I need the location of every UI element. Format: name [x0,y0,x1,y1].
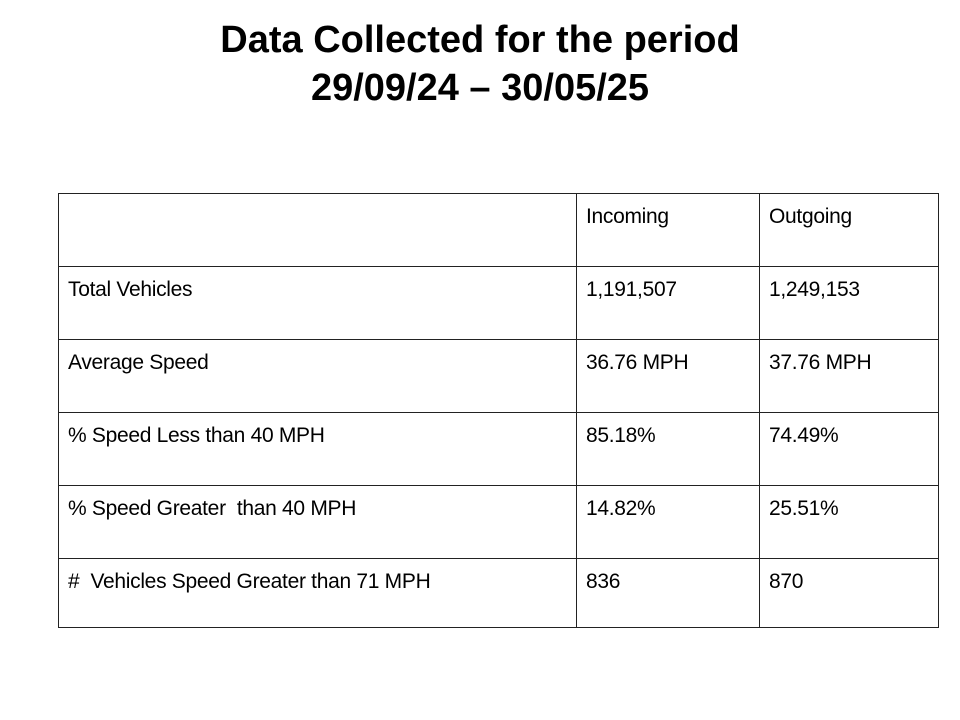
row-label: # Vehicles Speed Greater than 71 MPH [59,559,577,628]
header-cell-empty [59,194,577,267]
table-row [59,340,939,413]
outgoing-value: 37.76 MPH [760,340,939,413]
traffic-data-table [58,193,939,628]
title-line-1: Data Collected for the period [220,19,740,61]
outgoing-value: 870 [760,559,939,628]
row-label: Average Speed [59,340,577,413]
row-label: Total Vehicles [59,267,577,340]
incoming-value: 836 [577,559,760,628]
title-line-2-date-range: 29/09/24 – 30/05/25 [310,67,650,109]
outgoing-value: 74.49% [760,413,939,486]
row-label: % Speed Greater than 40 MPH [59,486,577,559]
row-label: % Speed Less than 40 MPH [59,413,577,486]
incoming-value: 14.82% [577,486,760,559]
incoming-value: 36.76 MPH [577,340,760,413]
page-title [0,16,960,112]
incoming-value: 1,191,507 [577,267,760,340]
header-cell-incoming: Incoming [577,194,760,267]
header-cell-outgoing: Outgoing [760,194,939,267]
table-row [59,413,939,486]
table-header-row [59,194,939,267]
outgoing-value: 25.51% [760,486,939,559]
table-row [59,267,939,340]
outgoing-value: 1,249,153 [760,267,939,340]
table-row [59,486,939,559]
incoming-value: 85.18% [577,413,760,486]
table-row [59,559,939,628]
